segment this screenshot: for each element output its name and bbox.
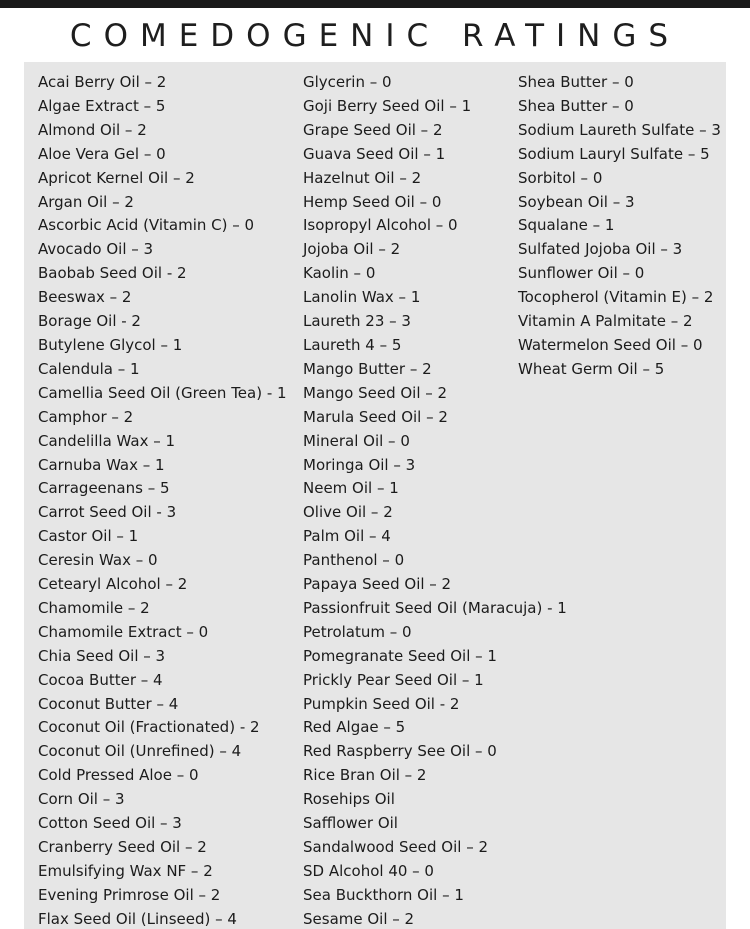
rating-item: Goji Berry Seed Oil – 1 xyxy=(303,96,472,115)
rating-item: Glycerin – 0 xyxy=(303,73,392,91)
rating-item: Calendula – 1 xyxy=(38,359,140,378)
rating-item: Safflower Oil xyxy=(303,814,398,833)
rating-item: Sulfated Jojoba Oil – 3 xyxy=(518,240,683,259)
rating-item: Sesame Oil – 2 xyxy=(303,909,415,928)
rating-item: Evening Primrose Oil – 2 xyxy=(38,885,221,904)
rating-item: Borage Oil - 2 xyxy=(38,312,141,331)
rating-item: Shea Butter – 0 xyxy=(518,73,634,91)
rating-item: Panthenol – 0 xyxy=(303,551,405,570)
ratings-column-3 xyxy=(518,71,721,382)
rating-item: Cotton Seed Oil – 3 xyxy=(38,814,182,833)
rating-item: Camellia Seed Oil (Green Tea) - 1 xyxy=(38,383,287,402)
ratings-column-1 xyxy=(38,71,287,929)
rating-item: Carrageenans – 5 xyxy=(38,479,170,498)
rating-item: Corn Oil – 3 xyxy=(38,790,125,809)
rating-item: Chamomile – 2 xyxy=(38,598,150,617)
rating-item: Carrot Seed Oil - 3 xyxy=(38,503,177,522)
rating-item: Lanolin Wax – 1 xyxy=(303,288,421,307)
rating-item: Chamomile Extract – 0 xyxy=(38,622,209,641)
rating-item: Neem Oil – 1 xyxy=(303,479,399,498)
rating-item: Squalane – 1 xyxy=(518,216,615,235)
rating-item: Emulsifying Wax NF – 2 xyxy=(38,861,213,880)
rating-item: Sandalwood Seed Oil – 2 xyxy=(303,838,489,856)
rating-item: Red Algae – 5 xyxy=(303,718,406,737)
rating-item: Sodium Lauryl Sulfate – 5 xyxy=(518,144,710,163)
rating-item: Wheat Germ Oil – 5 xyxy=(518,359,665,378)
rating-item: Sunflower Oil – 0 xyxy=(518,264,645,283)
rating-item: SD Alcohol 40 – 0 xyxy=(303,861,434,880)
rating-item: Aloe Vera Gel – 0 xyxy=(38,144,166,163)
rating-item: Shea Butter – 0 xyxy=(518,96,634,115)
rating-item: Castor Oil – 1 xyxy=(38,527,139,546)
rating-item: Grape Seed Oil – 2 xyxy=(303,120,443,139)
rating-item: Marula Seed Oil – 2 xyxy=(303,407,448,426)
rating-item: Coconut Butter – 4 xyxy=(38,694,179,713)
rating-item: Beeswax – 2 xyxy=(38,288,132,307)
rating-item: Watermelon Seed Oil – 0 xyxy=(518,335,703,354)
rating-item: Tocopherol (Vitamin E) – 2 xyxy=(518,288,714,307)
rating-item: Acai Berry Oil – 2 xyxy=(38,73,167,91)
rating-item: Hemp Seed Oil – 0 xyxy=(303,192,442,211)
rating-item: Laureth 23 – 3 xyxy=(303,312,411,331)
rating-item: Petrolatum – 0 xyxy=(303,622,412,641)
page-title: COMEDOGENIC RATINGS xyxy=(69,18,681,54)
rating-item: Mango Seed Oil – 2 xyxy=(303,383,448,402)
rating-item: Sodium Laureth Sulfate – 3 xyxy=(518,120,721,139)
rating-item: Hazelnut Oil – 2 xyxy=(303,168,422,187)
rating-item: Ceresin Wax – 0 xyxy=(38,551,158,570)
rating-item: Sorbitol – 0 xyxy=(518,168,603,187)
rating-item: Pumpkin Seed Oil - 2 xyxy=(303,694,460,713)
rating-item: Sea Buckthorn Oil – 1 xyxy=(303,885,464,904)
ratings-panel xyxy=(24,62,726,929)
rating-item: Moringa Oil – 3 xyxy=(303,455,416,474)
rating-item: Kaolin – 0 xyxy=(303,264,376,283)
rating-item: Ascorbic Acid (Vitamin C) – 0 xyxy=(38,216,255,235)
rating-item: Passionfruit Seed Oil (Maracuja) - 1 xyxy=(303,598,567,617)
rating-item: Mineral Oil – 0 xyxy=(303,431,410,450)
rating-item: Cold Pressed Aloe – 0 xyxy=(38,766,199,785)
rating-item: Papaya Seed Oil – 2 xyxy=(303,575,452,594)
rating-item: Mango Butter – 2 xyxy=(303,359,432,378)
rating-item: Red Raspberry See Oil – 0 xyxy=(303,742,497,761)
rating-item: Cetearyl Alcohol – 2 xyxy=(38,575,188,594)
rating-item: Cranberry Seed Oil – 2 xyxy=(38,838,207,856)
rating-item: Olive Oil – 2 xyxy=(303,503,393,522)
rating-item: Almond Oil – 2 xyxy=(38,120,147,139)
rating-item: Baobab Seed Oil - 2 xyxy=(38,264,187,283)
rating-item: Flax Seed Oil (Linseed) – 4 xyxy=(38,909,237,928)
rating-item: Isopropyl Alcohol – 0 xyxy=(303,216,458,235)
rating-item: Jojoba Oil – 2 xyxy=(303,240,401,259)
rating-item: Carnuba Wax – 1 xyxy=(38,455,165,474)
rating-item: Butylene Glycol – 1 xyxy=(38,335,183,354)
rating-item: Cocoa Butter – 4 xyxy=(38,670,163,689)
rating-item: Vitamin A Palmitate – 2 xyxy=(518,312,693,331)
rating-item: Chia Seed Oil – 3 xyxy=(38,646,166,665)
rating-item: Coconut Oil (Fractionated) - 2 xyxy=(38,718,260,737)
rating-item: Palm Oil – 4 xyxy=(303,527,391,546)
rating-item: Candelilla Wax – 1 xyxy=(38,431,176,450)
rating-item: Avocado Oil – 3 xyxy=(38,240,154,259)
rating-item: Rice Bran Oil – 2 xyxy=(303,766,427,785)
rating-item: Guava Seed Oil – 1 xyxy=(303,144,446,163)
rating-item: Pomegranate Seed Oil – 1 xyxy=(303,646,497,665)
rating-item: Soybean Oil – 3 xyxy=(518,192,635,211)
rating-item: Coconut Oil (Unrefined) – 4 xyxy=(38,742,242,761)
rating-item: Rosehips Oil xyxy=(303,790,395,809)
rating-item: Argan Oil – 2 xyxy=(38,192,134,211)
rating-item: Camphor – 2 xyxy=(38,407,134,426)
rating-item: Prickly Pear Seed Oil – 1 xyxy=(303,670,484,689)
rating-item: Apricot Kernel Oil – 2 xyxy=(38,168,195,187)
rating-item: Algae Extract – 5 xyxy=(38,96,166,115)
rating-item: Laureth 4 – 5 xyxy=(303,335,402,354)
